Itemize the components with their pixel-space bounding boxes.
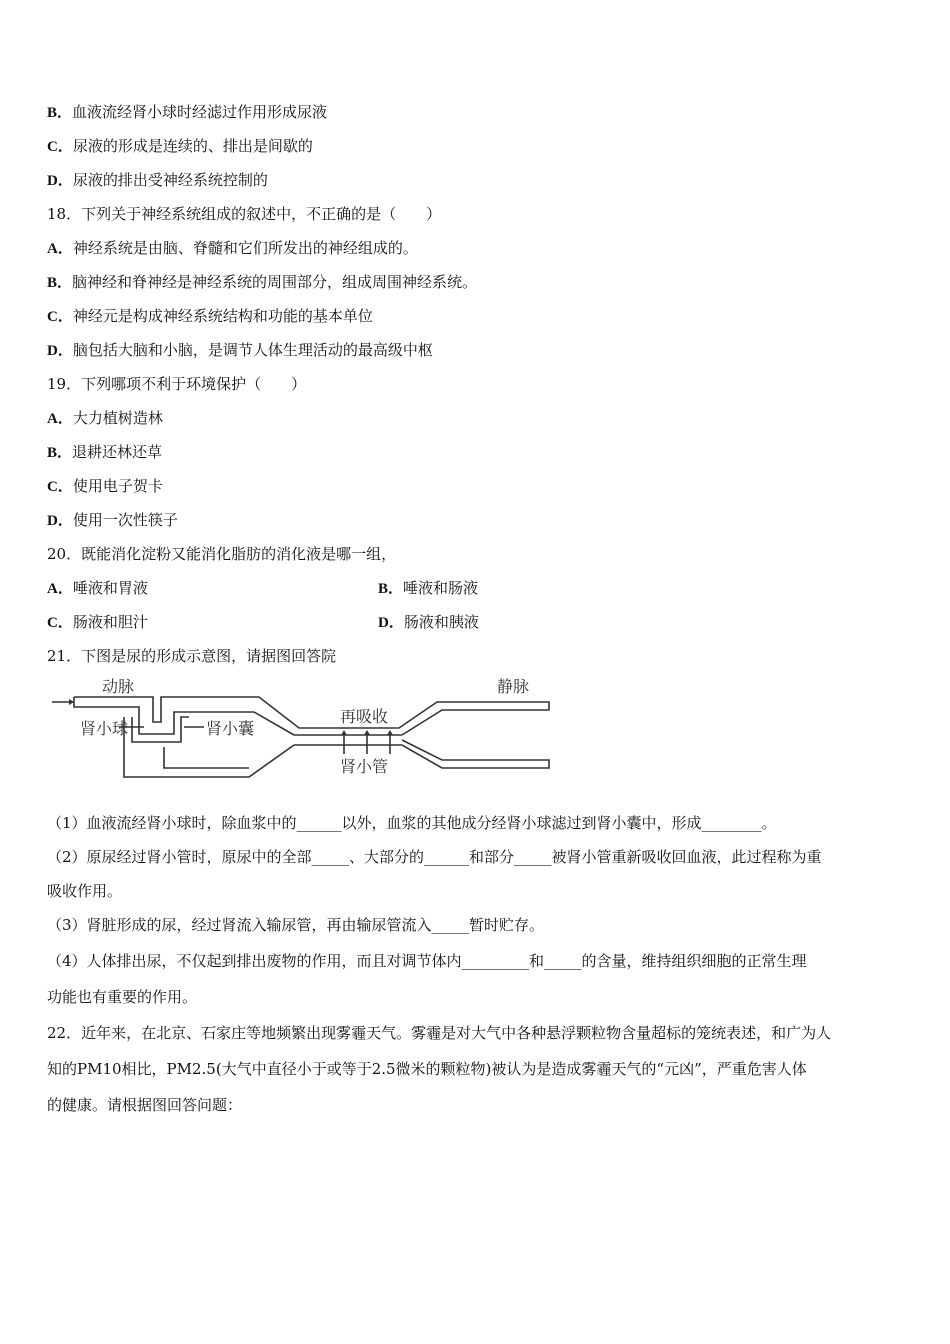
option-line — [47, 136, 313, 157]
option-line — [47, 510, 178, 531]
option-label: B． — [47, 105, 73, 121]
option-label: D． — [378, 615, 404, 631]
label-vein: 静脉 — [497, 677, 530, 696]
option-line — [47, 306, 373, 327]
q22-line: 22．近年来，在北京、石家庄等地频繁出现雾霾天气。雾霾是对大气中各种悬浮颗粒物含量超标的笼统表述，和广为人 — [47, 1024, 832, 1042]
option-line — [47, 476, 163, 497]
option-label: A． — [47, 411, 73, 427]
option-line — [47, 408, 163, 429]
q21-part-1: （1）血液流经肾小球时，除血浆中的______以外，血浆的其他成分经肾小球滤过到肾小囊中，形成________。 — [47, 814, 777, 832]
label-artery: 动脉 — [102, 677, 135, 696]
option-text: 唾液和胃液 — [72, 579, 148, 597]
line-text: 使用一次性筷子 — [72, 511, 178, 529]
option-label: C． — [47, 309, 73, 325]
line-text: 神经系统是由脑、脊髓和它们所发出的神经组成的。 — [72, 239, 418, 257]
line-text: 20．既能消化淀粉又能消化脂肪的消化液是哪一组， — [47, 545, 397, 563]
line-text: 19．下列哪项不利于环境保护（ ） — [47, 375, 307, 393]
q22-line: 知的PM10相比，PM2.5(大气中直径小于或等于2.5微米的颗粒物)被认为是造成雾霾天气的“元凶”，严重危害人体 — [47, 1060, 807, 1078]
line-text: 18．下列关于神经系统组成的叙述中，不正确的是（ ） — [47, 205, 442, 223]
label-capsule: 肾小囊 — [206, 719, 255, 738]
option-label: D． — [47, 343, 73, 359]
option-line — [47, 442, 162, 463]
question-stem — [47, 544, 396, 564]
option-b — [378, 578, 478, 599]
q21-part-2: （2）原尿经过肾小管时，原尿中的全部_____、大部分的______和部分_____被肾小管重新吸收回血液，此过程称为重 — [47, 848, 822, 866]
option-line — [47, 170, 268, 191]
option-label: B． — [47, 275, 73, 291]
option-a — [47, 578, 148, 599]
urine-formation-diagram — [44, 672, 564, 792]
label-glomerulus: 肾小球 — [80, 719, 129, 738]
q22-line: 的健康。请根据图回答问题： — [47, 1096, 243, 1114]
line-text: 使用电子贺卡 — [72, 477, 163, 495]
option-line — [47, 102, 327, 123]
q21-part-3: （3）肾脏形成的尿，经过肾流入输尿管，再由输尿管流入_____暂时贮存。 — [47, 916, 545, 934]
label-reabsorption: 再吸收 — [340, 707, 389, 726]
option-c — [47, 612, 148, 633]
option-label: C． — [47, 615, 73, 631]
line-text: 尿液的形成是连续的、排出是间歇的 — [72, 137, 313, 155]
option-label: D． — [47, 173, 73, 189]
option-label: A． — [47, 241, 73, 257]
q21-stem: 21．下图是尿的形成示意图，请据图回答院 — [47, 647, 337, 665]
q21-part-4-cont: 功能也有重要的作用。 — [47, 988, 198, 1006]
line-text: 神经元是构成神经系统结构和功能的基本单位 — [72, 307, 373, 325]
option-label: A． — [47, 581, 73, 597]
option-text: 肠液和胆汁 — [72, 613, 148, 631]
line-text: 大力植树造林 — [72, 409, 163, 427]
question-stem — [47, 204, 441, 224]
line-text: 尿液的排出受神经系统控制的 — [72, 171, 268, 189]
question-stem — [47, 374, 306, 394]
option-label: B． — [47, 445, 73, 461]
option-text: 唾液和肠液 — [403, 579, 479, 597]
label-tubule: 肾小管 — [340, 757, 389, 776]
q21-part-2-cont: 吸收作用。 — [47, 882, 123, 900]
option-text: 肠液和胰液 — [403, 613, 479, 631]
option-label: B． — [378, 581, 404, 597]
option-line — [47, 340, 433, 361]
option-line — [47, 238, 418, 259]
option-label: C． — [47, 139, 73, 155]
line-text: 脑包括大脑和小脑，是调节人体生理活动的最高级中枢 — [72, 341, 433, 359]
option-d — [378, 612, 479, 633]
line-text: 脑神经和脊神经是神经系统的周围部分，组成周围神经系统。 — [72, 273, 478, 291]
line-text: 血液流经肾小球时经滤过作用形成尿液 — [72, 103, 328, 121]
option-line — [47, 272, 477, 293]
option-label: C． — [47, 479, 73, 495]
option-label: D． — [47, 513, 73, 529]
q21-part-4: （4）人体排出尿，不仅起到排出废物的作用，而且对调节体内_________和_____的含量，维持组织细胞的正常生理 — [47, 952, 807, 970]
line-text: 退耕还林还草 — [72, 443, 163, 461]
